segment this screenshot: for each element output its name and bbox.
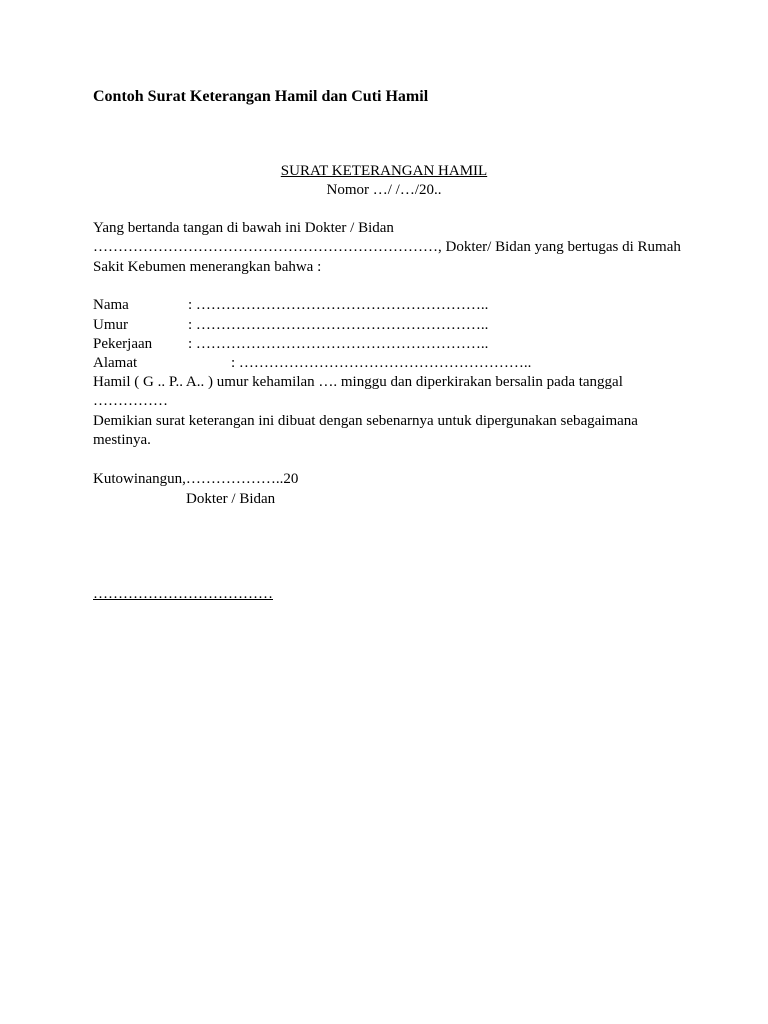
- field-value: : …………………………………………………..: [188, 297, 489, 313]
- field-label: Nama: [93, 297, 129, 313]
- field-pekerjaan: [93, 335, 488, 354]
- field-value: : …………………………………………………..: [231, 355, 532, 371]
- field-umur: [93, 316, 488, 335]
- intro-line: Sakit Kebumen menerangkan bahwa :: [93, 258, 322, 275]
- field-label: Alamat: [93, 355, 138, 371]
- field-value: : …………………………………………………..: [188, 317, 489, 333]
- closing-paragraph: Demikian surat keterangan ini dibuat dengan sebenarnya untuk dipergunakan sebagaimana mestinya.: [93, 413, 638, 449]
- page-title: Contoh Surat Keterangan Hamil dan Cuti Hamil: [93, 88, 429, 105]
- pregnancy-date-dots: ……………: [93, 393, 168, 409]
- pregnancy-line: Hamil ( G .. P.. A.. ) umur kehamilan …. minggu dan diperkirakan bersalin pada tanggal: [93, 374, 623, 390]
- field-value: : …………………………………………………..: [188, 336, 489, 352]
- letter-heading: SURAT KETERANGAN HAMIL: [280, 163, 488, 179]
- signature-line: ………………………………: [93, 586, 273, 602]
- place-date: Kutowinangun,………………..20: [93, 471, 299, 487]
- letter-number: Nomor …/ /…/20..: [326, 182, 442, 198]
- intro-paragraph: [93, 219, 683, 277]
- field-label: Umur: [93, 317, 128, 333]
- field-alamat: [93, 354, 531, 373]
- field-nama: [93, 296, 488, 315]
- intro-line: Yang bertanda tangan di bawah ini Dokter / Bidan: [93, 220, 394, 236]
- signer-role: Dokter / Bidan: [186, 491, 276, 507]
- field-label: Pekerjaan: [93, 336, 153, 352]
- intro-line: ……………………………………………………………, Dokter/ Bidan yang bertugas di Rumah: [93, 239, 681, 256]
